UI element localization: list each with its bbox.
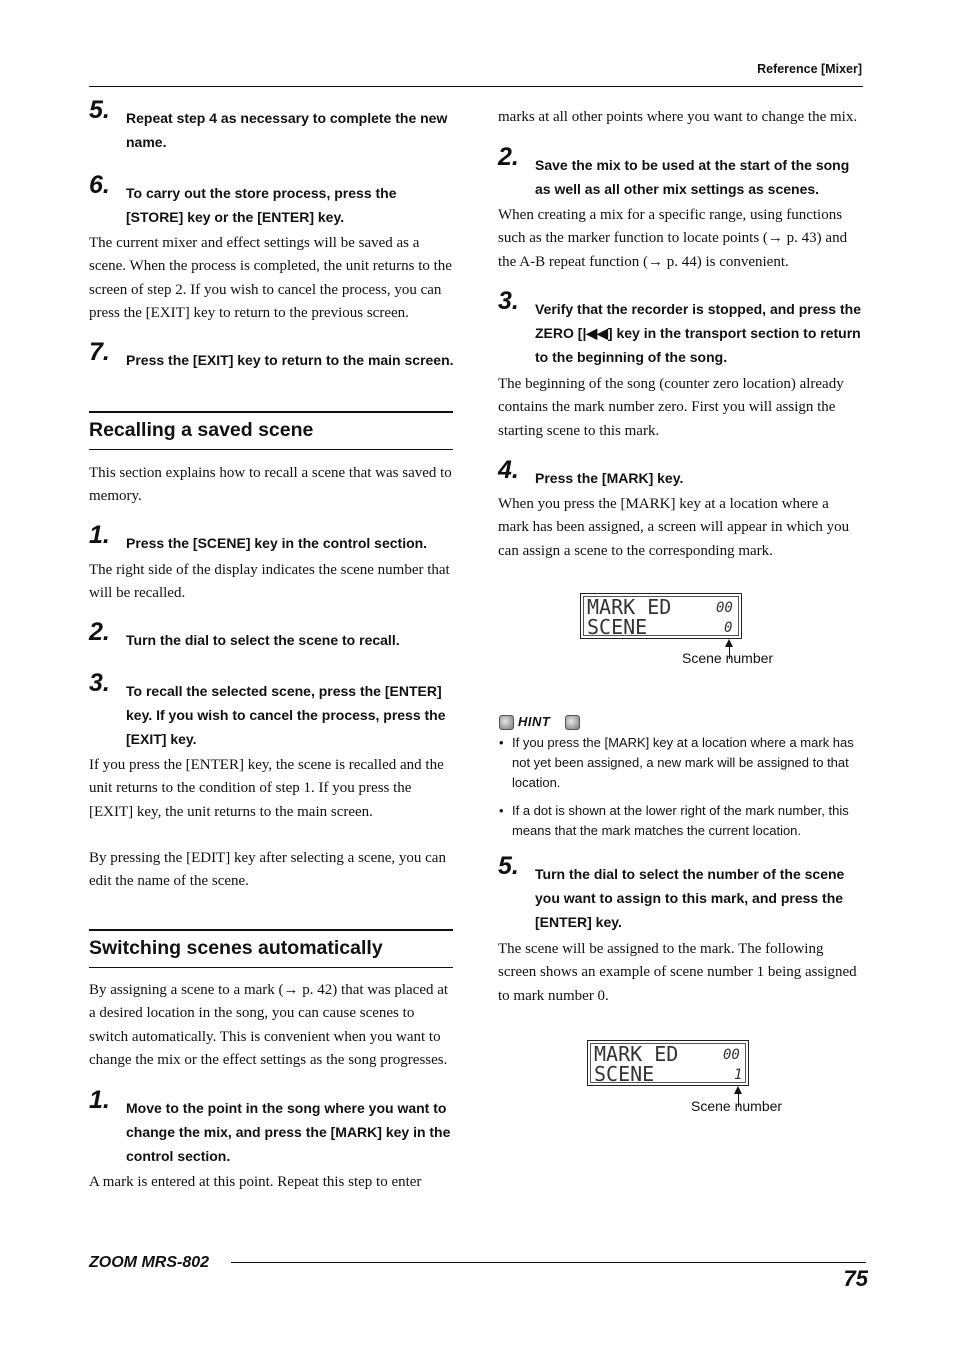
paragraph-switching-intro: By assigning a scene to a mark (→ p. 42) that was placed at a desired location in the song, you can cause scenes to switch automatically. This is convenient when you want to change the mix or the effect settings as the song progresses. bbox=[89, 982, 449, 1068]
step-number: 2. bbox=[89, 618, 110, 646]
footer-rule bbox=[231, 1262, 866, 1263]
lcd-line-2: SCENE bbox=[587, 615, 648, 639]
step-number: 5. bbox=[89, 96, 110, 124]
step-text: Repeat step 4 as necessary to complete the new name. bbox=[126, 110, 448, 150]
header-rule bbox=[89, 86, 863, 87]
footer-model-name: ZOOM MRS-802 bbox=[89, 1254, 210, 1271]
hint-bullet-text: If a dot is shown at the lower right of the mark number, this means that the mark matches the current location. bbox=[512, 803, 849, 838]
step-5-store bbox=[89, 96, 454, 154]
running-header: Reference [Mixer] bbox=[757, 62, 862, 76]
lcd-scene-number: 1 bbox=[734, 1067, 743, 1083]
step-7-store bbox=[89, 338, 454, 372]
paragraph-store-result: The current mixer and effect settings will be saved as a scene. When the process is completed, the unit returns to the screen of step 2. If you wish to cancel the process, you can press the [EXIT] key to return to the previous screen. bbox=[89, 235, 452, 321]
lcd-scene-number: 0 bbox=[724, 620, 733, 636]
hint-left-icon bbox=[499, 715, 514, 730]
step-number: 5. bbox=[498, 852, 519, 880]
paragraph-marks-continued: marks at all other points where you want to change the mix. bbox=[498, 109, 858, 125]
paragraph-recall-enter: If you press the [ENTER] key, the scene is recalled and the unit returns to the condition of step 1. If you press the [EXIT] key, the unit returns to the main screen. bbox=[89, 757, 444, 820]
step-5-switching bbox=[498, 852, 863, 934]
step-number: 4. bbox=[498, 456, 519, 484]
hint-bullet-1 bbox=[498, 733, 863, 793]
step-2-switching bbox=[498, 143, 863, 201]
step-3-recall bbox=[89, 669, 454, 751]
paragraph-range-mix: When creating a mix for a specific range, using functions such as the marker function to locate points (→ p. 43) and the A-B repeat function (→ p. 44) is convenient. bbox=[498, 207, 848, 270]
paragraph-scene-assigned: The scene will be assigned to the mark. The following screen shows an example of scene number 1 being assigned to mark number 0. bbox=[498, 941, 857, 1004]
step-number: 3. bbox=[89, 669, 110, 697]
lcd-mark-number: 00 bbox=[716, 600, 733, 616]
step-text: To recall the selected scene, press the [ENTER] key. If you wish to cancel the process, press the [EXIT] key. bbox=[126, 683, 446, 747]
step-text: Turn the dial to select the scene to recall. bbox=[126, 632, 400, 648]
step-text: Press the [SCENE] key in the control section. bbox=[126, 535, 428, 551]
step-4-switching bbox=[498, 456, 863, 490]
section-title: Switching scenes automatically bbox=[89, 937, 383, 959]
hint-right-icon bbox=[565, 715, 580, 730]
bullet-dot-icon: • bbox=[499, 735, 504, 750]
step-text: Move to the point in the song where you want to change the mix, and press the [MARK] key in the control section. bbox=[126, 1100, 451, 1164]
lcd-line-1: MARK ED bbox=[594, 1042, 679, 1066]
step-number: 6. bbox=[89, 171, 110, 199]
hint-label: HINT bbox=[518, 714, 551, 729]
page-number: 75 bbox=[843, 1266, 868, 1291]
step-number: 7. bbox=[89, 338, 110, 366]
step-3-switching bbox=[498, 287, 863, 369]
step-number: 2. bbox=[498, 143, 519, 171]
lcd-mark-number: 00 bbox=[723, 1047, 740, 1063]
paragraph-recall-edit: By pressing the [EDIT] key after selecting a scene, you can edit the name of the scene. bbox=[89, 850, 446, 890]
step-6-store bbox=[89, 171, 454, 229]
lcd-caption: Scene number bbox=[691, 1098, 783, 1114]
paragraph-mark-entered: A mark is entered at this point. Repeat this step to enter bbox=[89, 1174, 422, 1190]
step-text: Verify that the recorder is stopped, and press the ZERO [|◀◀] key in the transport section to return to the beginning of the song. bbox=[535, 301, 861, 365]
section-heading-switching bbox=[89, 929, 453, 968]
step-1-recall bbox=[89, 521, 454, 555]
paragraph-recall-intro: This section explains how to recall a scene that was saved to memory. bbox=[89, 465, 452, 505]
paragraph-recall-display: The right side of the display indicates the scene number that will be recalled. bbox=[89, 562, 450, 602]
step-1-switching bbox=[89, 1086, 454, 1168]
step-text: To carry out the store process, press the [STORE] key or the [ENTER] key. bbox=[126, 185, 397, 225]
step-number: 1. bbox=[89, 1086, 110, 1114]
lcd-line-1: MARK ED bbox=[587, 595, 672, 619]
step-2-recall bbox=[89, 618, 454, 652]
step-text: Press the [MARK] key. bbox=[535, 470, 684, 486]
bullet-dot-icon: • bbox=[499, 803, 504, 818]
step-number: 1. bbox=[89, 521, 110, 549]
section-heading-recall bbox=[89, 411, 453, 450]
paragraph-song-beginning: The beginning of the song (counter zero location) already contains the mark number zero. First you will assign the starting scene to this mark. bbox=[498, 376, 844, 439]
step-text: Turn the dial to select the number of the scene you want to assign to this mark, and press the [ENTER] key. bbox=[535, 866, 845, 930]
lcd-caption: Scene number bbox=[682, 650, 774, 666]
section-title: Recalling a saved scene bbox=[89, 419, 314, 441]
step-text: Press the [EXIT] key to return to the main screen. bbox=[126, 352, 454, 368]
lcd-line-2: SCENE bbox=[594, 1062, 655, 1086]
hint-bullet-2 bbox=[498, 801, 863, 841]
lcd-display-mark-scene-0 bbox=[580, 593, 742, 639]
lcd-display-mark-scene-1 bbox=[587, 1040, 749, 1086]
step-text: Save the mix to be used at the start of the song as well as all other mix settings as scenes. bbox=[535, 157, 850, 197]
hint-bullet-text: If you press the [MARK] key at a location where a mark has not yet been assigned, a new mark will be assigned to that location. bbox=[512, 735, 854, 790]
paragraph-mark-screen: When you press the [MARK] key at a location where a mark has been assigned, a screen will appear in which you can assign a scene to the corresponding mark. bbox=[498, 496, 850, 559]
step-number: 3. bbox=[498, 287, 519, 315]
